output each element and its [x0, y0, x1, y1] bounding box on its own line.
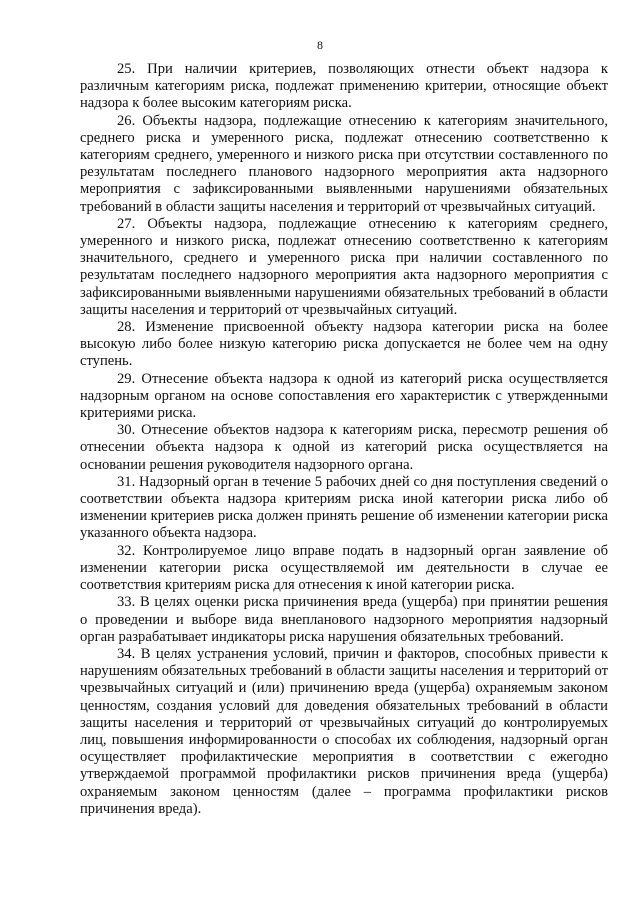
document-body [80, 61, 608, 818]
paragraph-34: 34. В целях устранения условий, причин и факторов, способных привести к нарушениям обязательных требований в области защиты населения и территорий от чрезвычайных ситуаций и (или) причинению вреда (ущерба) охраняемым законом ценностям, создания условий для доведения обязательных требований в области защиты населения и территорий от чрезвычайных ситуаций до контролируемых лиц, повышения информированности о способах их соблюдения, надзорный орган осуществляет профилактические мероприятия в соответствии с ежегодно утверждаемой программой профилактики рисков причинения вреда (ущерба) охраняемым законом ценностям (далее – программа профилактики рисков причинения вреда). [80, 645, 608, 817]
page-number: 8 [317, 38, 323, 52]
paragraph-27: 27. Объекты надзора, подлежащие отнесению к категориям среднего, умеренного и низкого риска, подлежат отнесению соответственно к категориям значительного, среднего и умеренного риска при наличии составленного по результатам последнего надзорного мероприятия акта надзорного мероприятия с зафиксированными выявленными нарушениями обязательных требований в области защиты населения и территорий от чрезвычайных ситуаций. [80, 215, 608, 318]
paragraph-26: 26. Объекты надзора, подлежащие отнесению к категориям значительного, среднего риска и умеренного риска, подлежат отнесению соответственно к категориям среднего, умеренного и низкого риска при отсутствии составленного по результатам последнего планового надзорного мероприятия акта надзорного мероприятия с зафиксированными выявленными нарушениями обязательных требований в области защиты населения и территорий от чрезвычайных ситуаций. [80, 112, 608, 215]
paragraph-32: 32. Контролируемое лицо вправе подать в надзорный орган заявление об изменении категории риска осуществляемой им деятельности в случае ее соответствия критериям риска для отнесения к иной категории риска. [80, 542, 608, 594]
paragraph-33: 33. В целях оценки риска причинения вреда (ущерба) при принятии решения о проведении и выборе вида внепланового надзорного мероприятия надзорный орган разрабатывает индикаторы риска нарушения обязательных требований. [80, 594, 608, 645]
paragraph-29: 29. Отнесение объекта надзора к одной из категорий риска осуществляется надзорным органом на основе сопоставления его характеристик с утвержденными критериями риска. [80, 370, 608, 422]
paragraph-30: 30. Отнесение объектов надзора к категориям риска, пересмотр решения об отнесении объекта надзора к одной из категорий риска осуществляется на основании решения руководителя надзорного органа. [80, 422, 608, 473]
paragraph-28: 28. Изменение присвоенной объекту надзора категории риска на более высокую либо более низкую категорию риска допускается не более чем на одну ступень. [80, 319, 608, 370]
paragraph-31: 31. Надзорный орган в течение 5 рабочих дней со дня поступления сведений о соответствии объекта надзора критериям риска иной категории риска либо об изменении критериев риска должен принять решение об изменении категории риска указанного объекта надзора. [80, 473, 608, 542]
paragraph-25: 25. При наличии критериев, позволяющих отнести объект надзора к различным категориям риска, подлежат применению критерии, относящие объект надзора к более высоким категориям риска. [80, 61, 608, 112]
